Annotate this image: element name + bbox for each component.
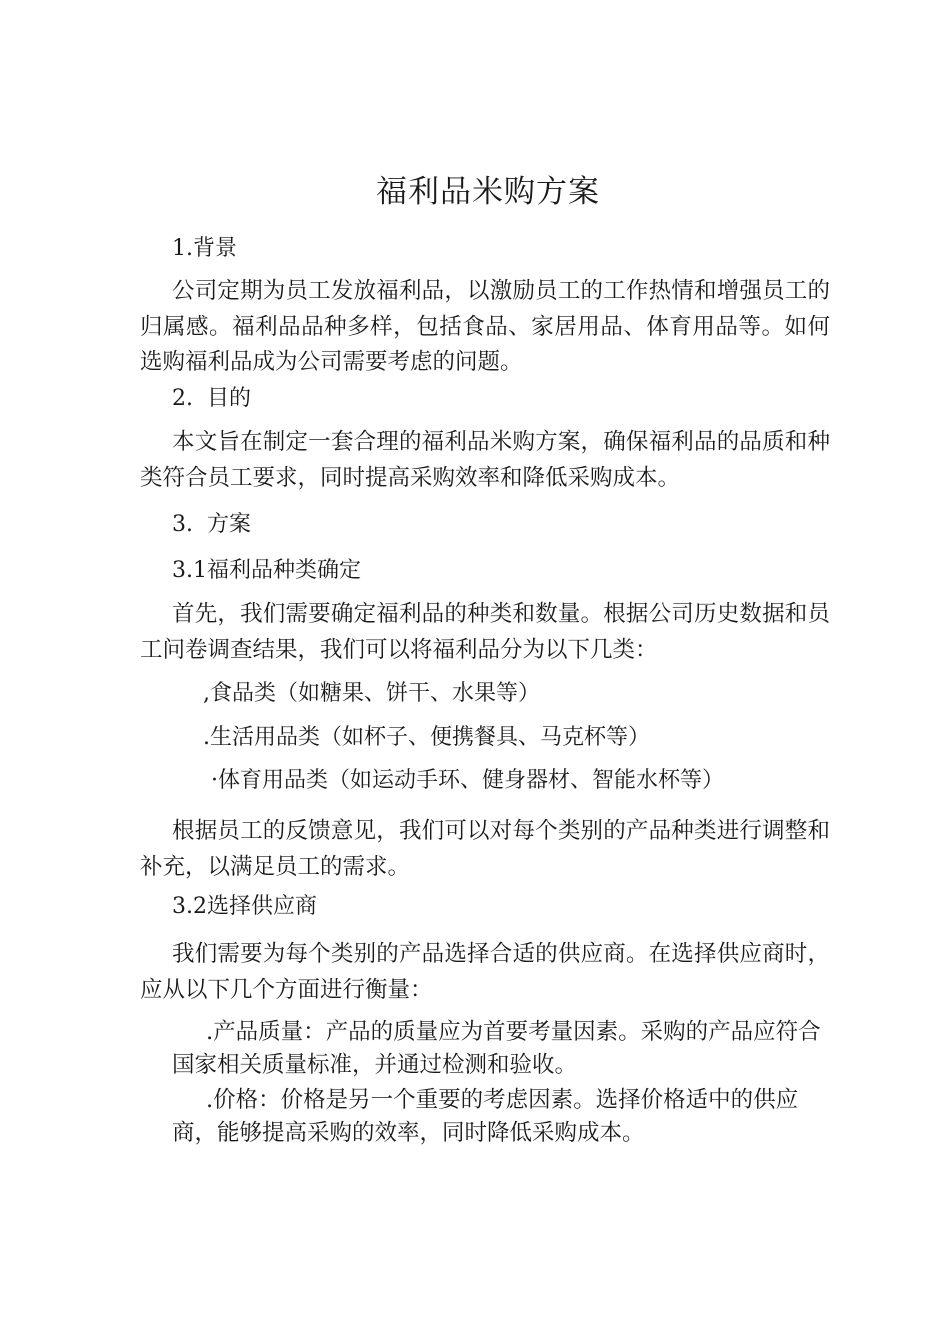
paragraph-purpose: 本文旨在制定一套合理的福利品米购方案，确保福利品的品质和种类符合员工要求，同时提高采购效率和降低采购成本。 bbox=[140, 429, 830, 491]
paragraph-category: 首先，我们需要确定福利品的种类和数量。根据公司历史数据和员工问卷调查结果，我们可以将福利品分为以下几类： bbox=[140, 601, 830, 663]
paragraph-supplier: 我们需要为每个类别的产品选择合适的供应商。在选择供应商时，应从以下几个方面进行衡量： bbox=[140, 941, 830, 1003]
section-heading-plan: 3. 方案 bbox=[172, 512, 251, 537]
paragraph-category-closing: 根据员工的反馈意见，我们可以对每个类别的产品种类进行调整和补充，以满足员工的需求。 bbox=[140, 818, 830, 880]
list-item-daily-goods: .生活用品类（如杯子、便携餐具、马克杯等） bbox=[203, 725, 650, 750]
list-item-food: ,食品类（如糖果、饼干、水果等） bbox=[203, 681, 540, 706]
list-item-quality: .产品质量：产品的质量应为首要考量因素。采购的产品应符合国家相关质量标准，并通过检测和验收。 bbox=[172, 1019, 821, 1078]
document-title: 福利品米购方案 bbox=[376, 174, 600, 210]
list-item-price: .价格：价格是另一个重要的考虑因素。选择价格适中的供应商，能够提高采购的效率，同时降低采购成本。 bbox=[172, 1087, 799, 1146]
section-heading-background: 1.背景 bbox=[172, 236, 237, 261]
section-heading-category: 3.1福利品种类确定 bbox=[172, 558, 361, 583]
section-heading-supplier: 3.2选择供应商 bbox=[172, 894, 317, 919]
paragraph-background: 公司定期为员工发放福利品，以激励员工的工作热情和增强员工的归属感。福利品品种多样，包括食品、家居用品、体育用品等。如何选购福利品成为公司需要考虑的问题。 bbox=[140, 278, 830, 375]
list-item-sports: ·体育用品类（如运动手环、健身器材、智能水杯等） bbox=[211, 768, 724, 793]
section-heading-purpose: 2. 目的 bbox=[172, 386, 251, 411]
